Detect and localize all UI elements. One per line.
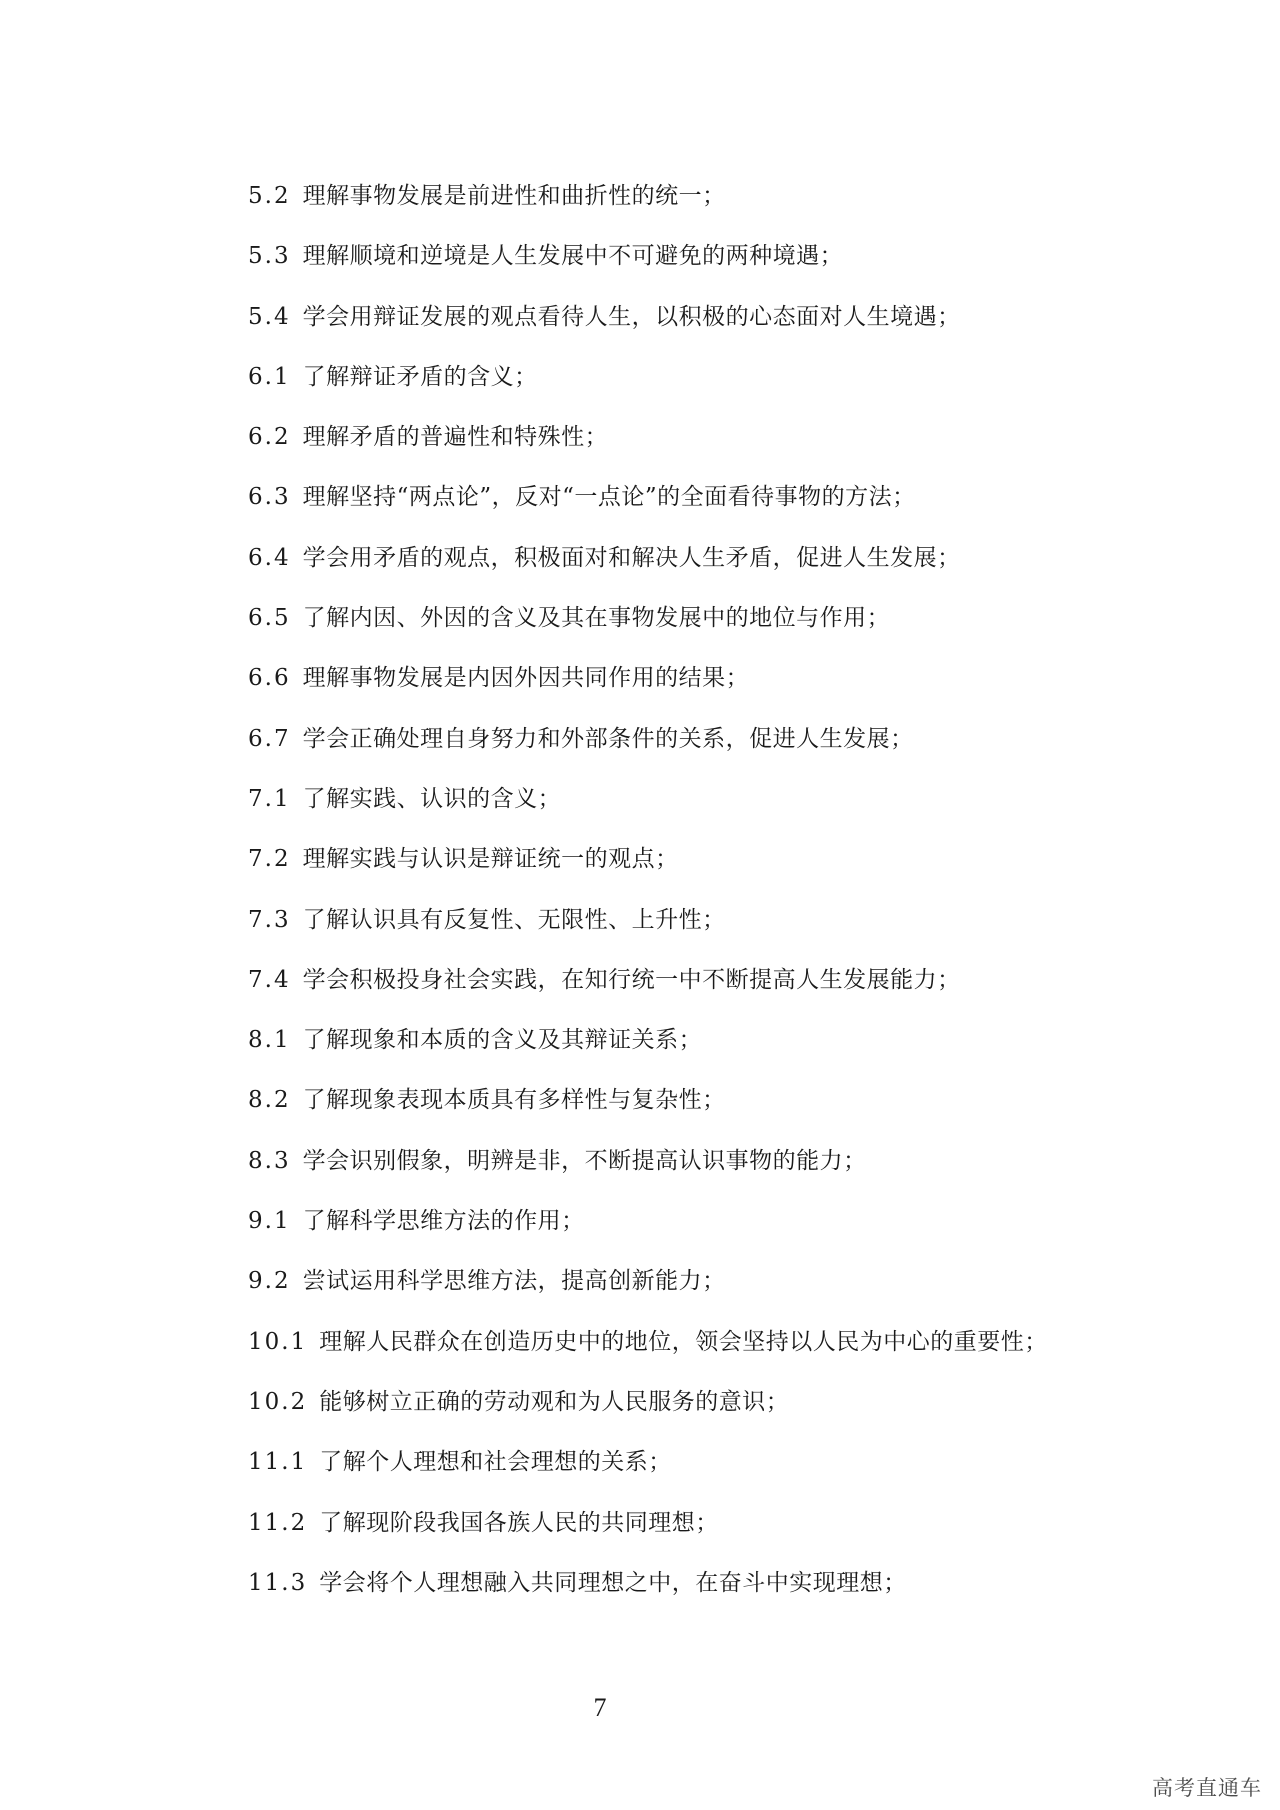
item-text: 了解科学思维方法的作用； bbox=[302, 1208, 585, 1235]
item-text: 学会识别假象，明辨是非，不断提高认识事物的能力； bbox=[302, 1147, 867, 1174]
list-item bbox=[248, 960, 1148, 1020]
item-number: 5.2 bbox=[248, 183, 291, 209]
list-item bbox=[248, 477, 1148, 537]
item-number: 7.2 bbox=[248, 846, 291, 873]
item-text: 学会正确处理自身努力和外部条件的关系，促进人生发展； bbox=[302, 725, 914, 752]
page-number: 7 bbox=[593, 1693, 607, 1722]
item-number: 11.3 bbox=[248, 1569, 308, 1596]
objectives-list bbox=[248, 176, 1148, 1623]
list-item bbox=[248, 1563, 1148, 1623]
item-number: 5.3 bbox=[248, 243, 291, 270]
item-number: 6.6 bbox=[248, 665, 291, 692]
item-text: 理解矛盾的普遍性和特殊性； bbox=[302, 424, 609, 451]
item-text: 了解内因、外因的含义及其在事物发展中的地位与作用； bbox=[302, 605, 891, 632]
item-number: 11.1 bbox=[248, 1449, 308, 1476]
list-item bbox=[248, 417, 1148, 477]
item-number: 11.2 bbox=[248, 1509, 308, 1536]
list-item bbox=[248, 1080, 1148, 1140]
item-text: 能够树立正确的劳动观和为人民服务的意识； bbox=[319, 1388, 790, 1415]
item-number: 6.4 bbox=[248, 544, 291, 571]
item-number: 6.2 bbox=[248, 424, 291, 451]
item-text: 理解坚持“两点论”，反对“一点论”的全面看待事物的方法； bbox=[302, 484, 916, 511]
item-text: 理解实践与认识是辩证统一的观点； bbox=[302, 846, 679, 873]
item-number: 9.1 bbox=[248, 1208, 291, 1235]
item-number: 6.3 bbox=[248, 484, 291, 511]
list-item bbox=[248, 1442, 1148, 1502]
item-number: 8.3 bbox=[248, 1147, 291, 1174]
item-number: 7.4 bbox=[248, 966, 291, 993]
item-text: 了解个人理想和社会理想的关系； bbox=[319, 1449, 672, 1476]
list-item bbox=[248, 538, 1148, 598]
watermark-text: 高考直通车 bbox=[1152, 1776, 1262, 1800]
list-item bbox=[248, 236, 1148, 296]
list-item bbox=[248, 779, 1148, 839]
item-text: 了解实践、认识的含义； bbox=[302, 785, 562, 812]
item-number: 9.2 bbox=[248, 1268, 291, 1295]
item-text: 了解辩证矛盾的含义； bbox=[302, 363, 538, 390]
item-text: 理解事物发展是内因外因共同作用的结果； bbox=[302, 665, 750, 692]
item-text: 学会用矛盾的观点，积极面对和解决人生矛盾，促进人生发展； bbox=[302, 544, 961, 571]
list-item bbox=[248, 1503, 1148, 1563]
item-text: 学会用辩证发展的观点看待人生，以积极的心态面对人生境遇； bbox=[302, 303, 961, 330]
item-number: 8.2 bbox=[248, 1087, 291, 1114]
list-item bbox=[248, 1020, 1148, 1080]
item-text: 了解认识具有反复性、无限性、上升性； bbox=[302, 906, 726, 933]
list-item bbox=[248, 1201, 1148, 1261]
item-number: 7.1 bbox=[248, 785, 291, 812]
item-text: 理解顺境和逆境是人生发展中不可避免的两种境遇； bbox=[302, 243, 844, 270]
item-text: 尝试运用科学思维方法，提高创新能力； bbox=[302, 1268, 726, 1295]
item-text: 理解事物发展是前进性和曲折性的统一； bbox=[302, 183, 726, 209]
item-number: 5.4 bbox=[248, 303, 291, 330]
item-number: 6.5 bbox=[248, 605, 291, 632]
list-item bbox=[248, 1141, 1148, 1201]
item-text: 学会将个人理想融入共同理想之中，在奋斗中实现理想； bbox=[319, 1569, 907, 1596]
list-item bbox=[248, 176, 1148, 236]
item-text: 了解现象和本质的含义及其辩证关系； bbox=[302, 1027, 703, 1054]
item-text: 了解现阶段我国各族人民的共同理想； bbox=[319, 1509, 719, 1536]
list-item bbox=[248, 658, 1148, 718]
list-item bbox=[248, 598, 1148, 658]
item-text: 理解人民群众在创造历史中的地位，领会坚持以人民为中心的重要性； bbox=[319, 1328, 1048, 1355]
list-item bbox=[248, 1322, 1148, 1382]
item-text: 了解现象表现本质具有多样性与复杂性； bbox=[302, 1087, 726, 1114]
list-item bbox=[248, 297, 1148, 357]
item-text: 学会积极投身社会实践，在知行统一中不断提高人生发展能力； bbox=[302, 966, 961, 993]
item-number: 7.3 bbox=[248, 906, 291, 933]
list-item bbox=[248, 1261, 1148, 1321]
item-number: 6.1 bbox=[248, 363, 291, 390]
item-number: 6.7 bbox=[248, 725, 291, 752]
list-item bbox=[248, 839, 1148, 899]
list-item bbox=[248, 900, 1148, 960]
item-number: 10.1 bbox=[248, 1328, 308, 1355]
item-number: 8.1 bbox=[248, 1027, 291, 1054]
list-item bbox=[248, 357, 1148, 417]
list-item bbox=[248, 1382, 1148, 1442]
item-number: 10.2 bbox=[248, 1388, 308, 1415]
list-item bbox=[248, 719, 1148, 779]
